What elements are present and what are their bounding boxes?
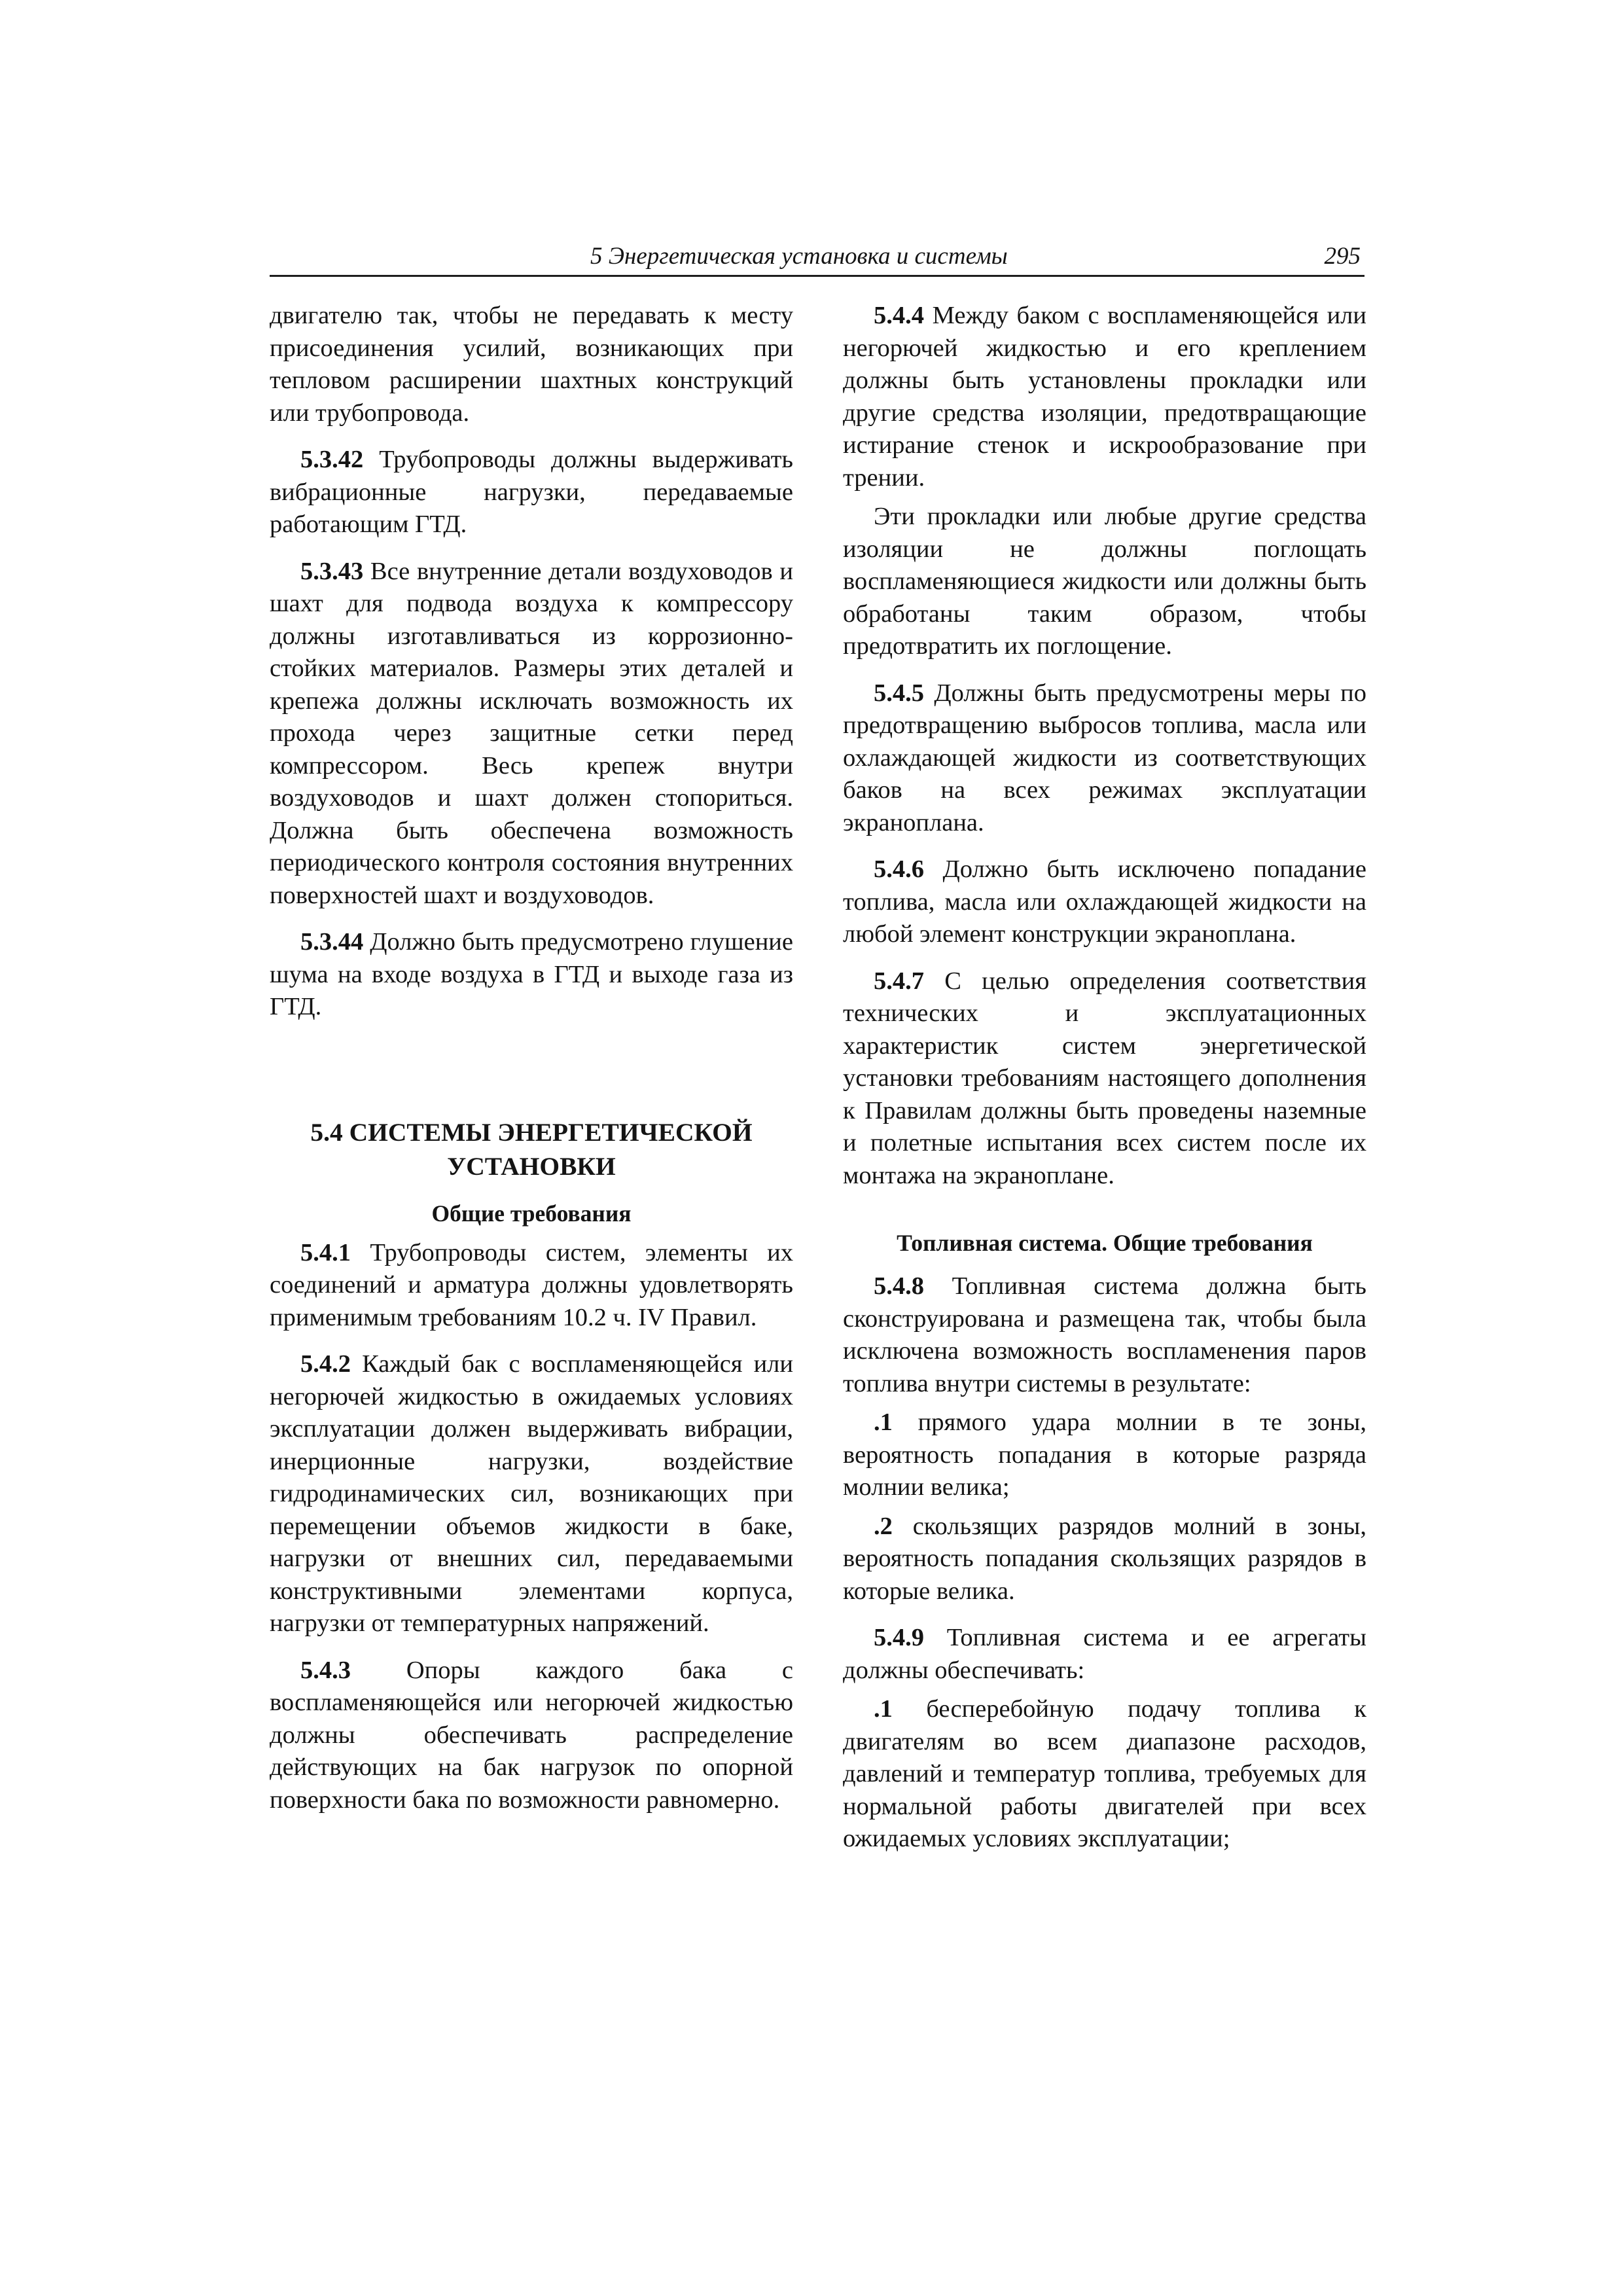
paragraph-5-4-9 — [843, 1622, 1366, 1687]
list-item-5-4-8-2 — [843, 1511, 1366, 1608]
clause-number: 5.3.42 — [300, 446, 364, 473]
paragraph-5-4-6 — [843, 853, 1366, 951]
paragraph-5-4-4 — [843, 300, 1366, 494]
clause-text: Трубопроводы систем, элементы их соединений и арматура должны удовлетворять применимым требованиям 10.2 ч. IV Правил. — [270, 1238, 793, 1331]
clause-text: Каждый бак с воспламеняющейся или негорючей жидкостью в ожидаемых условиях эксплуатации должен выдерживать вибрации, инерционные нагрузки, воздействие гидродинамических сил, возникающих при перемещении объемов жидкости в баке, нагрузки от внешних сил, передаваемыми конструктивными элементами корпуса, нагрузки от температурных напряжений. — [270, 1350, 793, 1637]
paragraph-5-4-4-continued: Эти прокладки или любые другие средства изоляции не должны поглощать воспламеняющиеся жидкости или должны быть обработаны таким образом, чтобы предотвратить их поглощение. — [843, 503, 1366, 660]
item-number: .1 — [874, 1695, 893, 1723]
left-column — [270, 300, 793, 1816]
paragraph-5-4-5 — [843, 677, 1366, 840]
paragraph-5-4-3 — [270, 1655, 793, 1817]
clause-text: Все внутренние детали воздуховодов и шахт для подвода воздуха к компрессору должны изготавливаться из коррозионно-стойких материалов. Размеры этих деталей и крепежа должны исключать возможность их прохода через защитные сетки перед компрессором. Весь крепеж внутри воздуховодов и шахт должен стопориться. Должна быть обеспечена возможность периодического контроля состояния внутренних поверхностей шахт и воздуховодов. — [270, 557, 793, 909]
clause-number: 5.4.9 — [874, 1624, 924, 1651]
clause-text: Между баком с воспламеняющейся или негорючей жидкостью и его креплением должны быть установлены прокладки или другие средства изоляции, предотвращающие истирание стенок и искрообразование при трении. — [843, 302, 1366, 492]
page-number: 295 — [1324, 243, 1361, 270]
running-header — [270, 241, 1364, 277]
item-number: .1 — [874, 1408, 893, 1436]
clause-text: Опоры каждого бака с воспламеняющейся или негорючей жидкостью должны обеспечивать распределение действующих на бак нагрузок по опорной поверхности бака по возможности равномерно. — [270, 1656, 793, 1814]
paragraph-5-4-7 — [843, 965, 1366, 1193]
clause-number: 5.4.7 — [874, 967, 924, 995]
clause-number: 5.3.44 — [300, 928, 364, 956]
clause-text: Должно быть предусмотрено глушение шума на входе воздуха в ГТД и выходе газа из ГТД. — [270, 928, 793, 1020]
section-heading — [270, 1115, 793, 1183]
clause-number: 5.4.8 — [874, 1272, 924, 1300]
subheading-fuel-system: Топливная система. Общие требования — [897, 1230, 1313, 1256]
item-text: бесперебойную подачу топлива к двигателям во всем диапазоне расходов, давлений и температур топлива, требуемых для нормальной работы двигателей при всех ожидаемых условиях эксплуатации; — [843, 1695, 1366, 1852]
clause-text: Должно быть исключено попадание топлива, масла или охлаждающей жидкости на любой элемент конструкции экраноплана. — [843, 855, 1366, 948]
clause-number: 5.3.43 — [300, 557, 364, 585]
clause-number: 5.4.1 — [300, 1238, 351, 1266]
clause-number: 5.4.6 — [874, 855, 924, 883]
header-title: 5 Энергетическая установка и системы — [590, 243, 1008, 270]
clause-number: 5.4.3 — [300, 1656, 351, 1684]
paragraph-5-3-43 — [270, 556, 793, 912]
clause-number: 5.4.5 — [874, 679, 924, 707]
paragraph-5-4-1 — [270, 1237, 793, 1335]
item-text: прямого удара молнии в те зоны, вероятность попадания в которые разряда молнии велика; — [843, 1408, 1366, 1501]
item-number: .2 — [874, 1512, 893, 1540]
paragraph-continued: двигателю так, чтобы не передавать к месту присоединения усилий, возникающих при тепловом расширении шахтных конструкций или трубопровода. — [270, 302, 793, 427]
clause-text: Топливная система должна быть сконструирована и размещена так, чтобы была исключена возможность воспламенения паров топлива внутри системы в результате: — [843, 1272, 1366, 1397]
subheading-general-requirements: Общие требования — [431, 1200, 632, 1227]
clause-text: Трубопроводы должны выдерживать вибрационные нагрузки, передаваемые работающим ГТД. — [270, 446, 793, 538]
clause-number: 5.4.4 — [874, 302, 924, 329]
right-column — [843, 300, 1366, 1856]
paragraph-5-4-2 — [270, 1348, 793, 1640]
section-heading-line-1: 5.4 СИСТЕМЫ ЭНЕРГЕТИЧЕСКОЙ — [310, 1117, 753, 1147]
list-item-5-4-9-1 — [843, 1693, 1366, 1856]
clause-text: Топливная система и ее агрегаты должны обеспечивать: — [843, 1624, 1366, 1684]
paragraph-5-4-8 — [843, 1270, 1366, 1400]
list-item-5-4-8-1 — [843, 1407, 1366, 1504]
paragraph-5-3-42 — [270, 444, 793, 541]
paragraph-5-3-44 — [270, 926, 793, 1024]
clause-number: 5.4.2 — [300, 1350, 351, 1378]
clause-text: С целью определения соответствия технических и эксплуатационных характеристик систем энергетической установки требованиям настоящего дополнения к Правилам должны быть проведены наземные и полетные испытания всех систем после их монтажа на экраноплане. — [843, 967, 1366, 1189]
section-heading-line-2: УСТАНОВКИ — [447, 1151, 616, 1181]
clause-text: Должны быть предусмотрены меры по предотвращению выбросов топлива, масла или охлаждающей жидкости из соответствующих баков на всех режимах эксплуатации экраноплана. — [843, 679, 1366, 836]
item-text: скользящих разрядов молний в зоны, вероятность попадания скользящих разрядов в которые велика. — [843, 1512, 1366, 1605]
